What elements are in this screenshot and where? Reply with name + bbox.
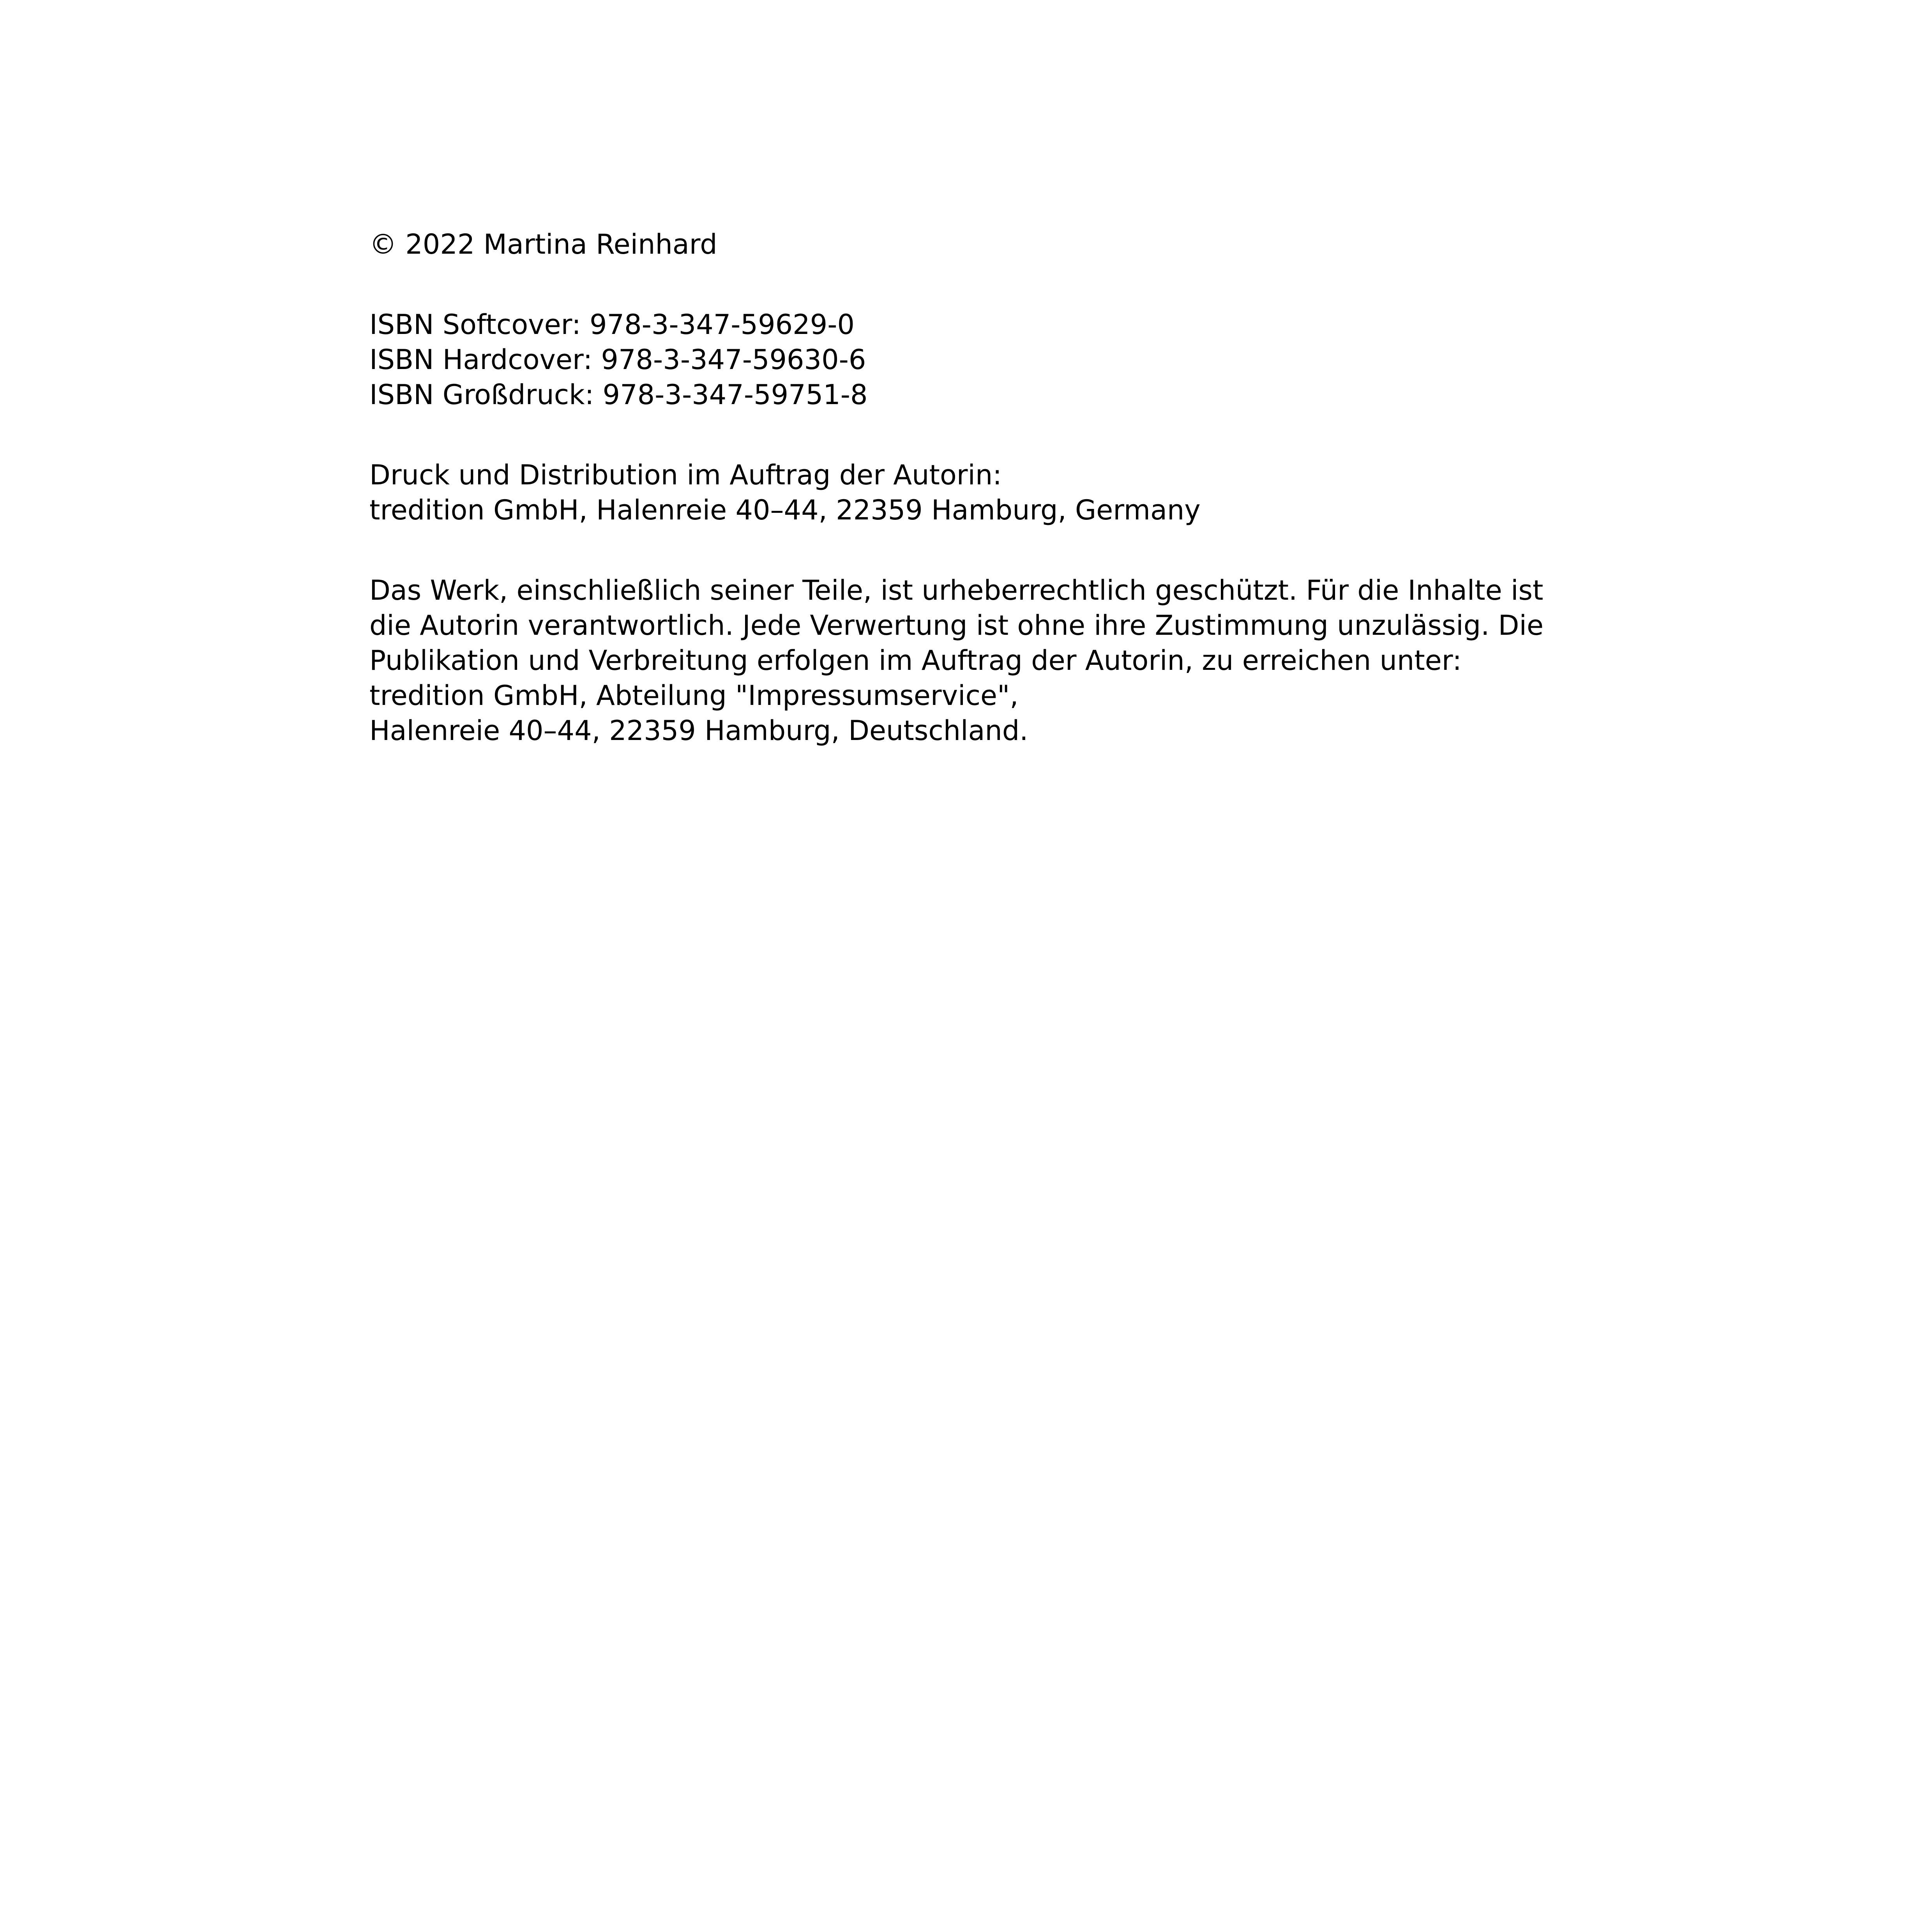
isbn-block <box>369 307 1616 412</box>
legal-line: Publikation und Verbreitung erfolgen im Auftrag der Autorin, zu erreichen unter: <box>369 645 1462 676</box>
isbn-hardcover: ISBN Hardcover: 978-3-347-59630-6 <box>369 344 866 376</box>
copyright-line: © 2022 Martina Reinhard <box>369 228 717 260</box>
distribution-address: tredition GmbH, Halenreie 40–44, 22359 Hamburg, Germany <box>369 494 1201 526</box>
copyright-block <box>369 227 1616 262</box>
distribution-block <box>369 457 1616 528</box>
legal-notice <box>369 573 1616 748</box>
legal-line: tredition GmbH, Abteilung "Impressumservice", <box>369 680 1019 712</box>
legal-line: Das Werk, einschließlich seiner Teile, ist urheberrechtlich geschützt. Für die Inhalte ist <box>369 574 1543 606</box>
legal-line: Halenreie 40–44, 22359 Hamburg, Deutschland. <box>369 715 1028 747</box>
isbn-softcover: ISBN Softcover: 978-3-347-59629-0 <box>369 309 855 341</box>
distribution-heading: Druck und Distribution im Auftrag der Autorin: <box>369 459 1002 491</box>
legal-line: die Autorin verantwortlich. Jede Verwertung ist ohne ihre Zustimmung unzulässig. Die <box>369 609 1544 641</box>
imprint-text <box>369 227 1616 748</box>
isbn-grossdruck: ISBN Großdruck: 978-3-347-59751-8 <box>369 379 868 411</box>
